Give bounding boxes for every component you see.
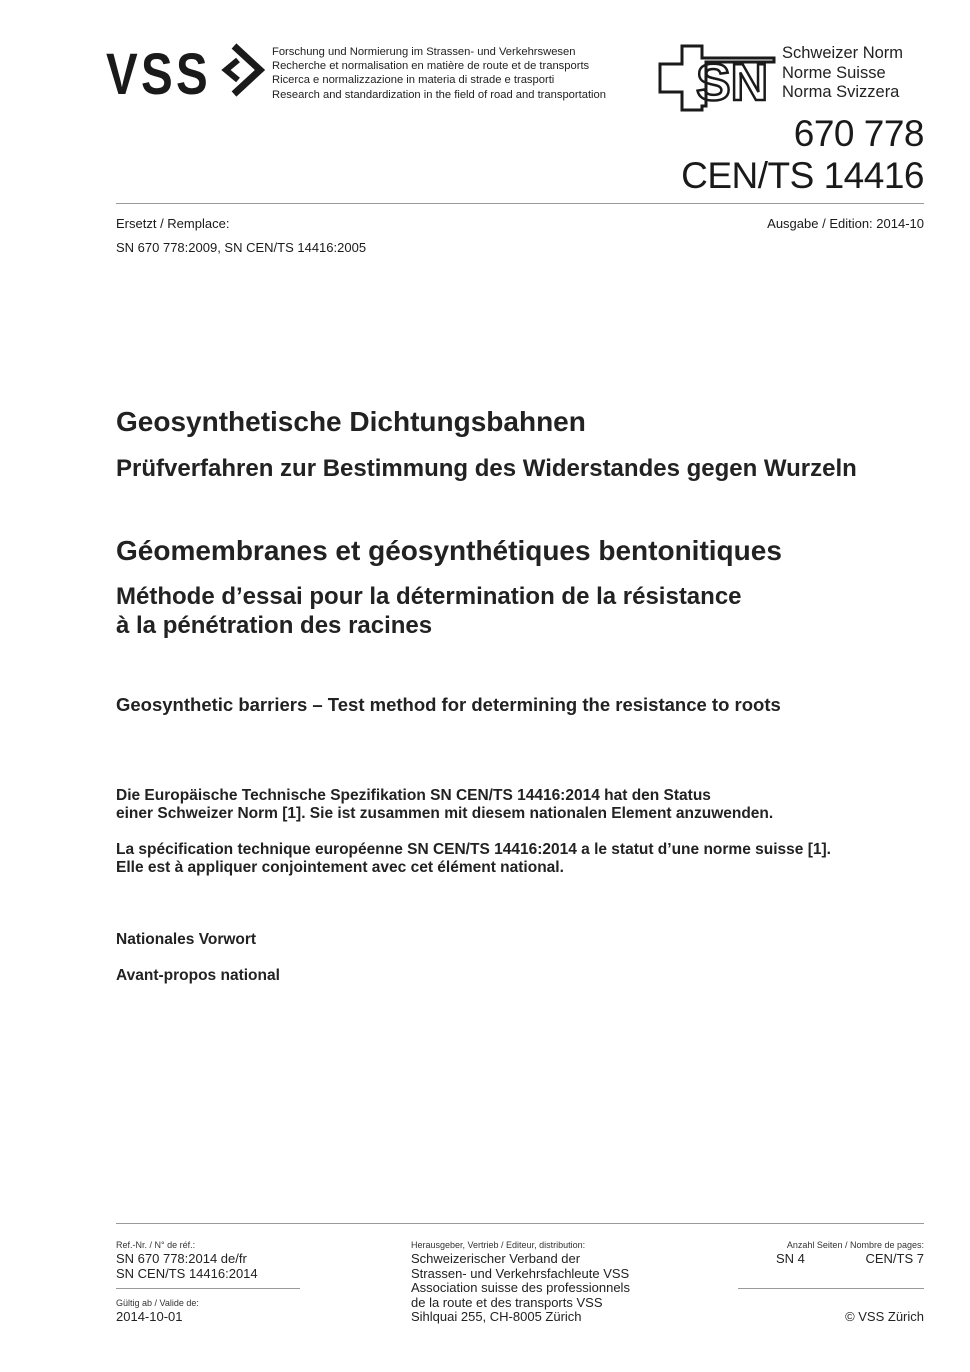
vss-tagline-en: Research and standardization in the field of road and transportation bbox=[272, 88, 606, 101]
vss-tagline bbox=[272, 45, 606, 102]
vss-logo bbox=[106, 40, 266, 100]
status-de-line: Die Europäische Technische Spezifikation SN CEN/TS 14416:2014 hat den Status bbox=[116, 787, 711, 804]
svg-text:SN: SN bbox=[696, 54, 769, 112]
subtitle-fr-line: Méthode d’essai pour la détermination de la résistance bbox=[116, 583, 742, 610]
vss-tagline-de: Forschung und Normierung im Strassen- und Verkehrswesen bbox=[272, 46, 576, 58]
subtitle-fr bbox=[116, 583, 742, 640]
publisher-address bbox=[411, 1252, 630, 1325]
sn-name-de: Schweizer Norm bbox=[782, 44, 904, 62]
national-foreword-de: Nationales Vorwort bbox=[116, 931, 257, 948]
page-count-sn: SN 4 bbox=[776, 1251, 805, 1266]
footer-right-rule bbox=[738, 1288, 924, 1289]
vss-tagline-it: Ricerca e normalizzazione in materia di strade e trasporti bbox=[272, 74, 555, 87]
subtitle-fr-line: à la pénétration des racines bbox=[116, 611, 433, 639]
sn-name-it: Norma Svizzera bbox=[782, 83, 900, 101]
copyright: © VSS Zürich bbox=[845, 1309, 924, 1324]
publisher-line: Association suisse des professionnels bbox=[411, 1280, 630, 1296]
status-statement-fr bbox=[116, 841, 831, 877]
publisher-line: Strassen- und Verkehrsfachleute VSS bbox=[411, 1265, 630, 1281]
publisher-label: Herausgeber, Vertrieb / Editeur, distribution: bbox=[411, 1240, 586, 1250]
replaces-value: SN 670 778:2009, SN CEN/TS 14416:2005 bbox=[116, 240, 367, 255]
sn-swiss-norm-logo bbox=[656, 44, 776, 112]
reference-value: SN CEN/TS 14416:2014 bbox=[116, 1265, 258, 1281]
page-count-label: Anzahl Seiten / Nombre de pages: bbox=[786, 1240, 924, 1250]
reference-value: SN 670 778:2014 de/fr bbox=[116, 1251, 247, 1266]
sn-name-fr: Norme Suisse bbox=[782, 63, 886, 82]
replaces-label: Ersetzt / Remplace: bbox=[116, 216, 230, 231]
publisher-line: de la route et des transports VSS bbox=[411, 1294, 603, 1310]
subtitle-de: Prüfverfahren zur Bestimmung des Widerstandes gegen Wurzeln bbox=[116, 455, 857, 482]
reference-label: Ref.-Nr. / N° de réf.: bbox=[116, 1240, 196, 1250]
standard-number: 670 778 bbox=[793, 113, 924, 154]
page-count-cen: CEN/TS 7 bbox=[865, 1251, 924, 1266]
publisher-line: Schweizerischer Verband der bbox=[411, 1251, 581, 1266]
title-de: Geosynthetische Dichtungsbahnen bbox=[116, 406, 586, 437]
cen-number: CEN/TS 14416 bbox=[681, 155, 924, 196]
status-statement-de bbox=[116, 787, 773, 823]
national-foreword-fr: Avant-propos national bbox=[116, 967, 280, 984]
reference-values bbox=[116, 1252, 258, 1281]
svg-text:VSS: VSS bbox=[106, 42, 211, 100]
edition-date: Ausgabe / Edition: 2014-10 bbox=[767, 216, 924, 231]
valid-from-label: Gültig ab / Valide de: bbox=[116, 1298, 199, 1308]
footer-divider bbox=[116, 1223, 924, 1224]
status-fr-line: Elle est à appliquer conjointement avec cet élément national. bbox=[116, 859, 564, 876]
header-divider bbox=[116, 203, 924, 204]
footer-left-rule bbox=[116, 1288, 300, 1289]
title-fr: Géomembranes et géosynthétiques bentonitiques bbox=[116, 535, 782, 566]
status-de-line: einer Schweizer Norm [1]. Sie ist zusammen mit diesem nationalen Element anzuwenden. bbox=[116, 805, 774, 822]
valid-from-date: 2014-10-01 bbox=[116, 1309, 183, 1324]
vss-tagline-fr: Recherche et normalisation en matière de route et de transports bbox=[272, 60, 590, 73]
status-fr-line: La spécification technique européenne SN CEN/TS 14416:2014 a le statut d’une norme suisse [1]. bbox=[116, 841, 831, 858]
sn-names bbox=[782, 44, 903, 103]
title-en: Geosynthetic barriers – Test method for determining the resistance to roots bbox=[116, 694, 781, 715]
publisher-line: Sihlquai 255, CH-8005 Zürich bbox=[411, 1309, 582, 1325]
